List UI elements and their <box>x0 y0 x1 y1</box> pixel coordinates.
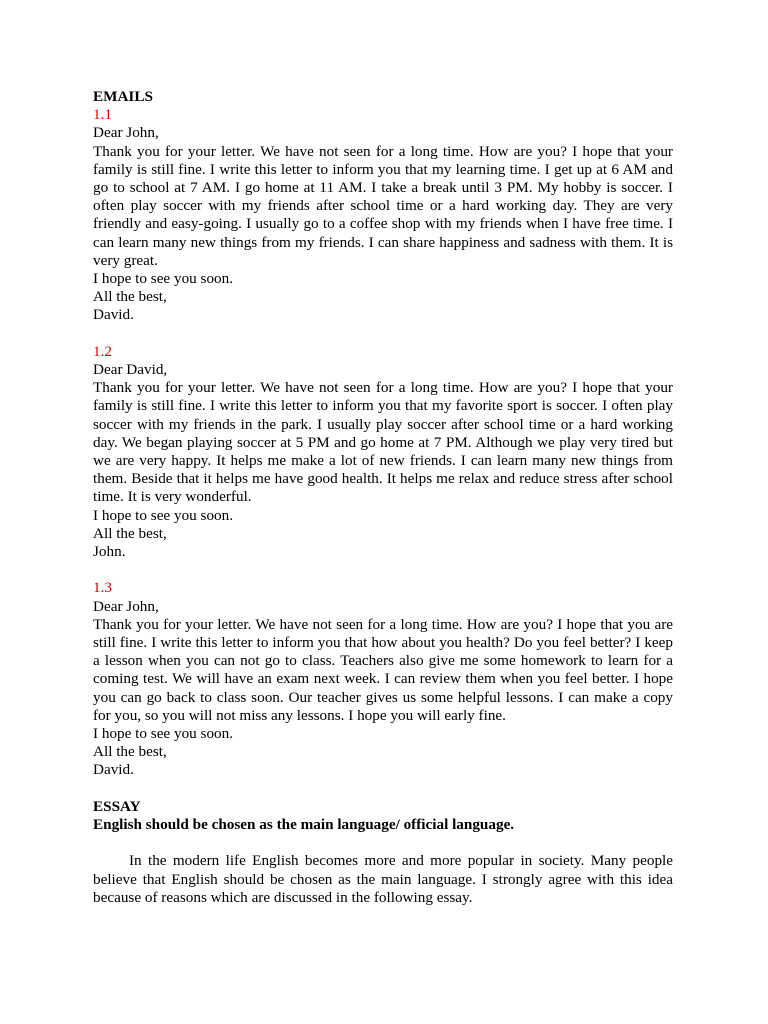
email-body: Thank you for your letter. We have not seen for a long time. How are you? I hope that you are still fine. I write this letter to inform you that how about you health? Do you feel better? I keep a lesson when you can not go to class. Teachers also give me some homework to learn for a coming test. We will have an exam next week. I can review them when you feel better. I hope you can go back to class soon. Our teacher gives us some helpful lessons. I can make a copy for you, so you will not miss any lessons. I hope you will early fine. <box>93 615 673 724</box>
email-closing: I hope to see you soon. <box>93 270 234 288</box>
email-3 <box>93 579 673 779</box>
email-signature: John. <box>93 543 126 561</box>
essay-title: English should be chosen as the main language/ official language. <box>93 816 515 834</box>
email-1 <box>93 106 673 324</box>
email-number: 1.1 <box>93 106 112 124</box>
emails-heading: EMAILS <box>93 88 153 105</box>
email-number: 1.3 <box>93 579 112 597</box>
email-2 <box>93 343 673 561</box>
email-body: Thank you for your letter. We have not seen for a long time. How are you? I hope that your family is still fine. I write this letter to inform you that my favorite sport is soccer. I often play soccer with my friends in the park. I usually play soccer after school time or a hard working day. We began playing soccer at 5 PM and go home at 7 PM. Although we play very tired but we are very happy. It helps me make a lot of new friends. I can learn many new things from them. Beside that it helps me have good health. It helps me relax and reduce stress after school time. It is very wonderful. <box>93 379 673 506</box>
email-signoff: All the best, <box>93 524 167 542</box>
spacer <box>93 561 673 579</box>
email-closing: I hope to see you soon. <box>93 725 234 743</box>
email-number: 1.2 <box>93 342 112 360</box>
essay-heading: ESSAY <box>93 797 141 815</box>
email-body: Thank you for your letter. We have not seen for a long time. How are you? I hope that your family is still fine. I write this letter to inform you that my learning time. I get up at 6 AM and go to school at 7 AM. I go home at 11 AM. I take a break until 3 PM. My hobby is soccer. I often play soccer with my friends after school time or a hard working day. They are very friendly and easy-going. I usually go to a coffee shop with my friends when I have free time. I can learn many new things from my friends. I can share happiness and sadness with them. It is very great. <box>93 142 673 269</box>
essay-paragraph: In the modern life English becomes more and more popular in society. Many people believe that English should be chosen as the main language. I strongly agree with this idea because of reasons which are discussed in the following essay. <box>93 852 673 906</box>
email-closing: I hope to see you soon. <box>93 506 234 524</box>
document-page <box>93 88 673 907</box>
email-signoff: All the best, <box>93 743 167 761</box>
email-greeting: Dear John, <box>93 124 159 142</box>
spacer <box>93 834 673 852</box>
spacer <box>93 325 673 343</box>
essay-section <box>93 798 673 907</box>
email-signature: David. <box>93 306 134 324</box>
email-greeting: Dear John, <box>93 597 159 615</box>
email-signoff: All the best, <box>93 288 167 306</box>
email-signature: David. <box>93 761 134 779</box>
spacer <box>93 780 673 798</box>
email-greeting: Dear David, <box>93 361 168 379</box>
